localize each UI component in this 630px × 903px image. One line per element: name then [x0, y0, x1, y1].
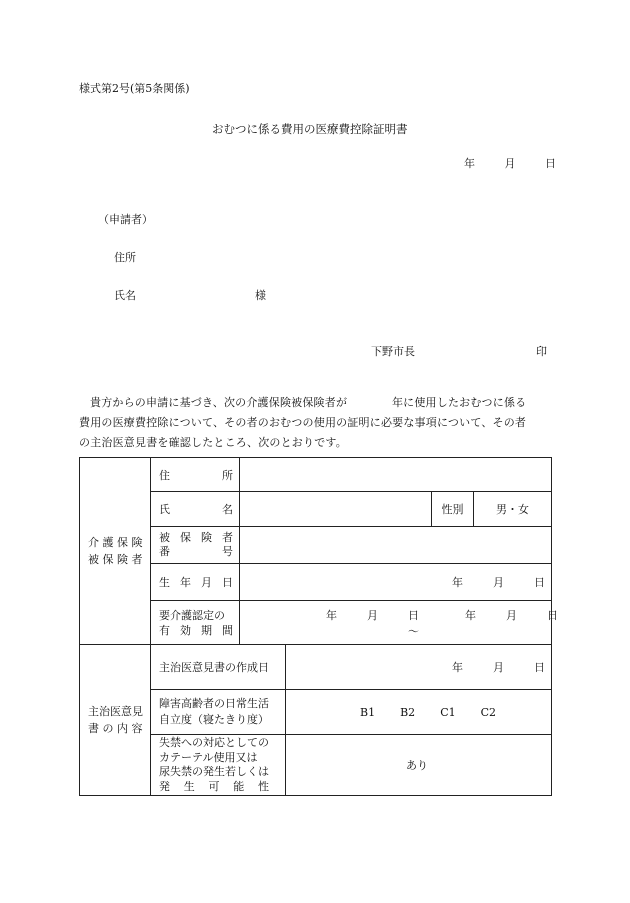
birthdate-label: 生 年 月 日 — [151, 564, 240, 601]
issue-year-label: 年 — [464, 157, 475, 170]
daily-life-independence-label: 障害高齢者の日常生活 自立度（寝たきり度） — [151, 690, 286, 735]
insured-number-label: 被 保 険 者 番 号 — [151, 527, 240, 564]
name-field[interactable] — [240, 492, 432, 527]
honorific-label: 様 — [255, 289, 266, 302]
level-b2: B2 — [400, 705, 416, 719]
incontinence-value[interactable]: あり — [286, 735, 552, 796]
form-number: 様式第2号(第5条関係) — [79, 82, 190, 95]
opinion-created-date-field[interactable]: 年 月 日 — [286, 645, 552, 690]
incontinence-label: 失禁への対応としての カテーテル使用又は 尿失禁の発生若しくは 発 生 可 能 性 — [151, 735, 286, 796]
body-line: 費用の医療費控除について、その者のおむつの使用の証明に必要な事項について、その者 — [79, 416, 527, 429]
address-row-label: 住 所 — [151, 458, 240, 492]
gender-label: 性別 — [432, 492, 474, 527]
daily-life-levels[interactable] — [286, 690, 552, 735]
physician-section-label: 主治医意見 書 の 内 容 — [80, 645, 151, 796]
document-title: おむつに係る費用の医療費控除証明書 — [212, 122, 408, 136]
opinion-created-date-label: 主治医意見書の作成日 — [151, 645, 286, 690]
body-paragraph — [79, 393, 551, 453]
certification-period-field[interactable]: 年 月 日～ 年 月 日 — [240, 601, 552, 645]
issue-day-label: 日 — [545, 157, 556, 170]
issuer-name: 下野市長 — [371, 345, 415, 358]
address-field[interactable] — [240, 458, 552, 492]
insured-number-field[interactable] — [240, 527, 552, 564]
level-b1: B1 — [360, 705, 376, 719]
body-line: 貴方からの申請に基づき、次の介護保険被保険者が 年に使用したおむつに係る — [90, 396, 527, 409]
seal-mark: 印 — [536, 345, 547, 358]
certification-period-label: 要介護認定の 有 効 期 間 — [151, 601, 240, 645]
level-c1: C1 — [440, 705, 456, 719]
issue-month-label: 月 — [504, 157, 516, 170]
certificate-table — [79, 457, 558, 796]
insured-section-label: 介 護 保 険 被 保 険 者 — [80, 458, 151, 645]
birthdate-field[interactable]: 年 月 日 — [240, 564, 552, 601]
address-label: 住所 — [114, 251, 136, 264]
issue-date — [464, 155, 556, 171]
name-row-label: 氏 名 — [151, 492, 240, 527]
level-c2: C2 — [480, 705, 497, 719]
name-label: 氏名 — [114, 289, 136, 302]
gender-value[interactable]: 男・女 — [474, 492, 552, 527]
applicant-heading: （申請者） — [98, 213, 153, 226]
body-line: の主治医意見書を確認したところ、次のとおりです。 — [79, 436, 347, 449]
